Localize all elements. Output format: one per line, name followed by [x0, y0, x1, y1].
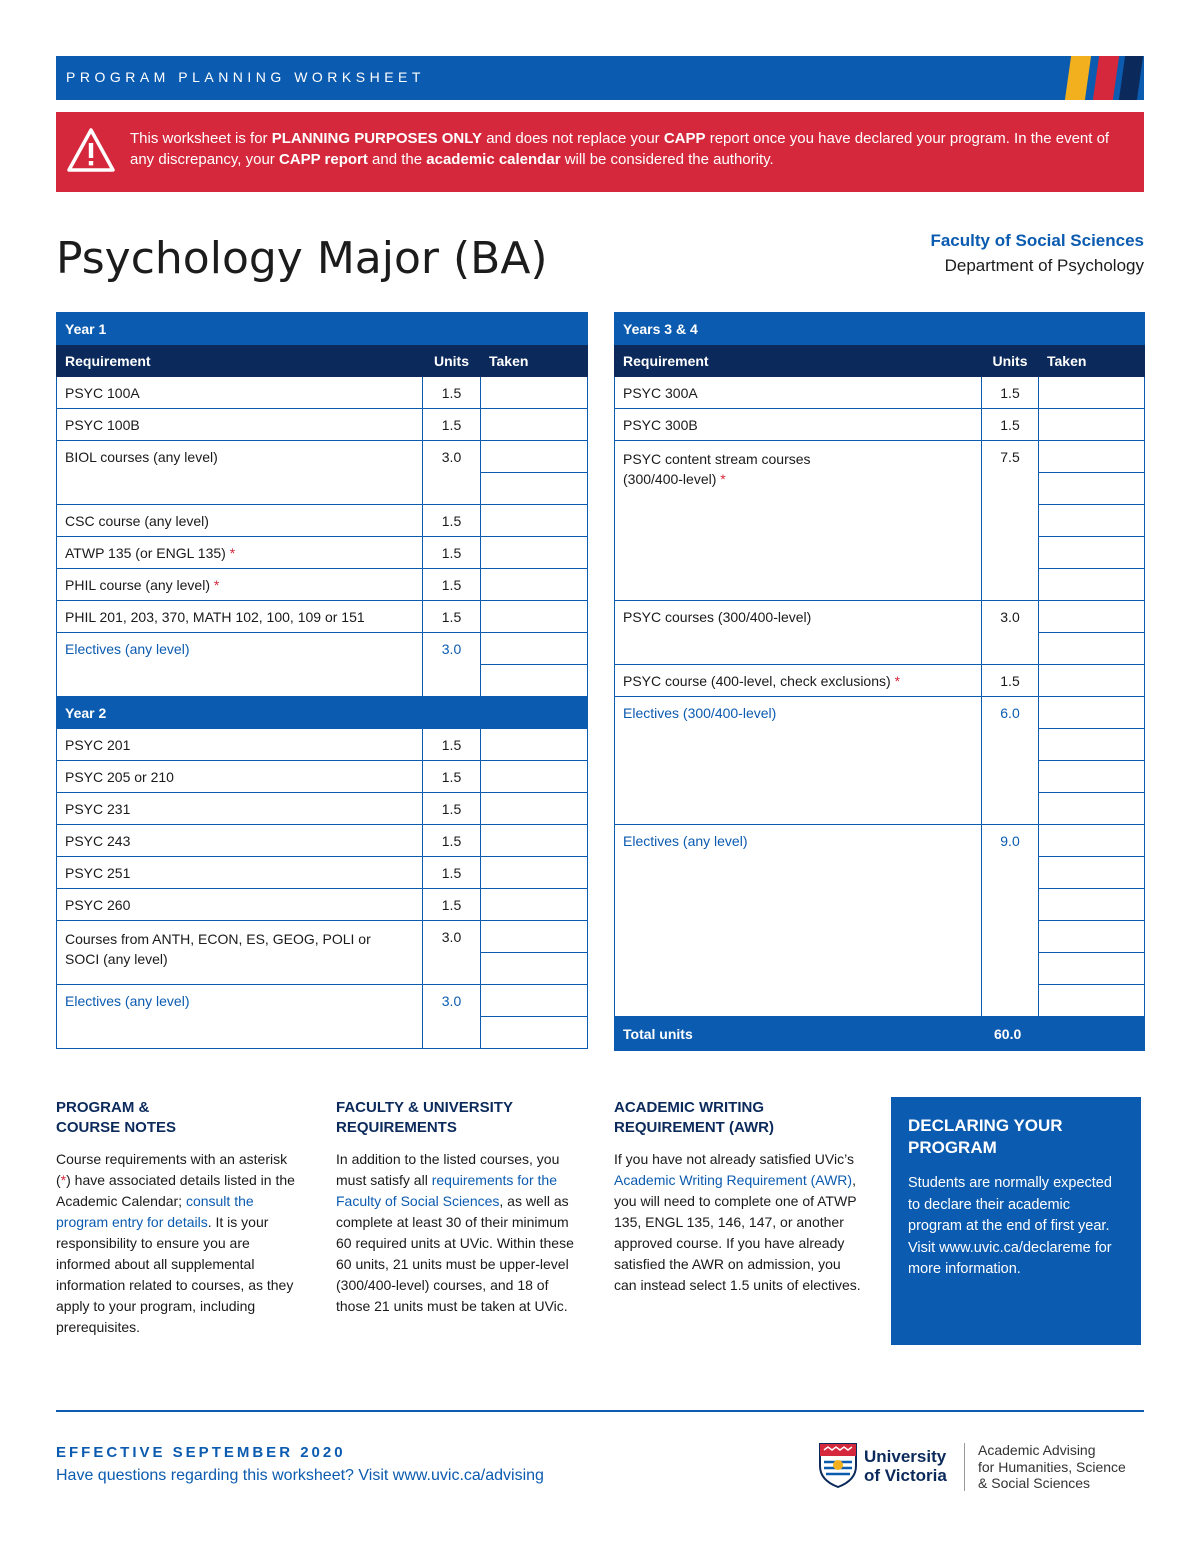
table-row: PHIL course (any level) * 1.5 [57, 569, 588, 601]
faculty-requirements-notes: FACULTY & UNIVERSITY REQUIREMENTS In addition to the listed courses, you must satisfy all requirements for the Faculty of Social Sciences, as well as complete at least 30 of their minimum 60 required units at UVic. Within these 60 units, 21 units must be upper-level (300/400-level) courses, and 18 of those 21 units must be taken at UVic. [336, 1099, 574, 1314]
table-row: PSYC 260 1.5 [57, 889, 588, 921]
taken-cell[interactable] [1039, 537, 1145, 569]
taken-cell[interactable] [1039, 761, 1145, 793]
taken-cell[interactable] [1039, 633, 1145, 665]
taken-cell[interactable] [481, 569, 588, 601]
taken-cell[interactable] [481, 889, 588, 921]
header-banner [56, 56, 1144, 100]
taken-cell[interactable] [481, 953, 588, 985]
uvic-wordmark: University of Victoria [864, 1447, 947, 1485]
table-row: Electives (any level) 3.0 [57, 985, 588, 1017]
asterisk-marker: * [720, 471, 726, 487]
taken-cell[interactable] [481, 857, 588, 889]
taken-cell[interactable] [1039, 569, 1145, 601]
table-row: PSYC 100B 1.5 [57, 409, 588, 441]
taken-cell[interactable] [1039, 697, 1145, 729]
taken-cell[interactable] [1039, 601, 1145, 633]
years34-table [614, 312, 1145, 1051]
taken-cell[interactable] [1039, 889, 1145, 921]
taken-cell[interactable] [1039, 409, 1145, 441]
asterisk-marker: * [894, 673, 901, 689]
taken-cell[interactable] [1039, 729, 1145, 761]
taken-cell[interactable] [481, 441, 588, 473]
taken-cell[interactable] [481, 985, 588, 1017]
taken-cell[interactable] [1039, 857, 1145, 889]
taken-cell[interactable] [481, 537, 588, 569]
worksheet-label: PROGRAM PLANNING WORKSHEET [66, 69, 425, 85]
taken-cell[interactable] [481, 377, 588, 409]
declare-text: Students are normally expected to declare their academic program at the end of first year. Visit www.uvic.ca/declareme for more information. [908, 1175, 1112, 1277]
awr-link[interactable]: Academic Writing Requirement (AWR) [614, 1172, 853, 1188]
table-row: PSYC 205 or 210 1.5 [57, 761, 588, 793]
col-taken: Taken [1039, 345, 1145, 377]
taken-cell[interactable] [1039, 793, 1145, 825]
table-row: PHIL 201, 203, 370, MATH 102, 100, 109 or 151 1.5 [57, 601, 588, 633]
taken-cell[interactable] [481, 825, 588, 857]
col-units: Units [423, 345, 481, 377]
taken-cell[interactable] [1039, 441, 1145, 473]
table-row: Electives (any level) 9.0 [615, 825, 1145, 857]
taken-cell[interactable] [1039, 473, 1145, 505]
table-row: PSYC content stream courses (300/400-level) * 7.5 [615, 441, 1145, 473]
total-row [615, 1017, 1145, 1051]
table-row: PSYC 100A 1.5 [57, 377, 588, 409]
taken-cell[interactable] [481, 1017, 588, 1049]
total-label: Total units [615, 1017, 982, 1051]
program-entry-link[interactable]: consult the program entry for details [56, 1193, 254, 1230]
taken-cell[interactable] [481, 729, 588, 761]
table-row: Electives (any level) 3.0 [57, 633, 588, 665]
table-row: Courses from ANTH, ECON, ES, GEOG, POLI or SOCI (any level) 3.0 [57, 921, 588, 953]
taken-cell[interactable] [481, 409, 588, 441]
taken-cell[interactable] [1039, 985, 1145, 1017]
table-row: PSYC course (400-level, check exclusions) * 1.5 [615, 665, 1145, 697]
awr-notes: ACADEMIC WRITING REQUIREMENT (AWR) If you have not already satisfied UVic’s Academic Writing Requirement (AWR), you will need to complete one of ATWP 135, ENGL 135, 146, 147, or another approved course. If you have already satisfied the AWR on admission, you can instead select 1.5 units of electives. [614, 1099, 861, 1293]
advising-question[interactable]: Have questions regarding this worksheet? Visit www.uvic.ca/advising [56, 1467, 544, 1484]
warning-icon [66, 126, 116, 176]
col-units: Units [982, 345, 1039, 377]
taken-cell[interactable] [481, 793, 588, 825]
taken-cell[interactable] [481, 665, 588, 697]
page-title: Psychology Major (BA) [56, 233, 548, 284]
table-row: PSYC 231 1.5 [57, 793, 588, 825]
footer-divider [56, 1410, 1144, 1412]
taken-cell[interactable] [481, 921, 588, 953]
table-row: BIOL courses (any level) 3.0 [57, 441, 588, 473]
asterisk-marker: * [213, 577, 220, 593]
program-notes: PROGRAM & COURSE NOTES Course requirements with an asterisk (*) have associated details listed in the Academic Calendar; consult the program entry for details. It is your responsibility to ensure you are informed about all supplemental information related to courses, as they apply to your program, including prerequisites. [56, 1099, 295, 1335]
table-row: Electives (300/400-level) 6.0 [615, 697, 1145, 729]
stripe-yellow [1065, 56, 1091, 100]
declare-program-box: DECLARING YOUR PROGRAM Students are normally expected to declare their academic program at the end of first year. Visit www.uvic.ca/declareme for more information. [891, 1097, 1141, 1345]
taken-cell[interactable] [1039, 505, 1145, 537]
faculty-name: Faculty of Social Sciences [930, 231, 1144, 250]
faculty-requirements-link[interactable]: requirements for the Faculty of Social Sciences [336, 1172, 557, 1209]
taken-cell[interactable] [1039, 665, 1145, 697]
disclaimer-alert [56, 112, 1144, 192]
table-row: PSYC 201 1.5 [57, 729, 588, 761]
table-row: PSYC 300A 1.5 [615, 377, 1145, 409]
col-requirement: Requirement [615, 345, 982, 377]
table-row: ATWP 135 (or ENGL 135) * 1.5 [57, 537, 588, 569]
taken-cell[interactable] [481, 633, 588, 665]
table-row: PSYC 243 1.5 [57, 825, 588, 857]
col-taken: Taken [481, 345, 588, 377]
table-row: PSYC courses (300/400-level) 3.0 [615, 601, 1145, 633]
taken-cell[interactable] [481, 601, 588, 633]
effective-date: EFFECTIVE SEPTEMBER 2020 [56, 1444, 346, 1461]
stripe-navy [1119, 56, 1143, 100]
table-row: PSYC 251 1.5 [57, 857, 588, 889]
taken-cell[interactable] [1039, 921, 1145, 953]
year2-heading: Year 2 [57, 697, 588, 729]
year1-heading: Year 1 [57, 313, 588, 345]
taken-cell[interactable] [481, 505, 588, 537]
taken-cell[interactable] [1039, 825, 1145, 857]
taken-cell[interactable] [481, 473, 588, 505]
col-requirement: Requirement [57, 345, 423, 377]
disclaimer-text: This worksheet is for PLANNING PURPOSES ONLY and does not replace your CAPP report once you have declared your program. In the event of any discrepancy, your CAPP report and the academic calendar will be considered the authority. [130, 130, 1110, 168]
total-value: 60.0 [982, 1017, 1145, 1051]
department-name: Department of Psychology [944, 256, 1144, 275]
taken-cell[interactable] [1039, 377, 1145, 409]
taken-cell[interactable] [1039, 953, 1145, 985]
advising-office: Academic Advising for Humanities, Science & Social Sciences [978, 1442, 1126, 1491]
footer-separator [964, 1443, 965, 1491]
table-row: PSYC 300B 1.5 [615, 409, 1145, 441]
table-row: CSC course (any level) 1.5 [57, 505, 588, 537]
stripe-red [1093, 56, 1119, 100]
year1-year2-table [56, 312, 588, 1049]
taken-cell[interactable] [481, 761, 588, 793]
uvic-crest-icon [818, 1442, 858, 1488]
years34-heading: Years 3 & 4 [615, 313, 1145, 345]
asterisk-marker: * [229, 545, 236, 561]
